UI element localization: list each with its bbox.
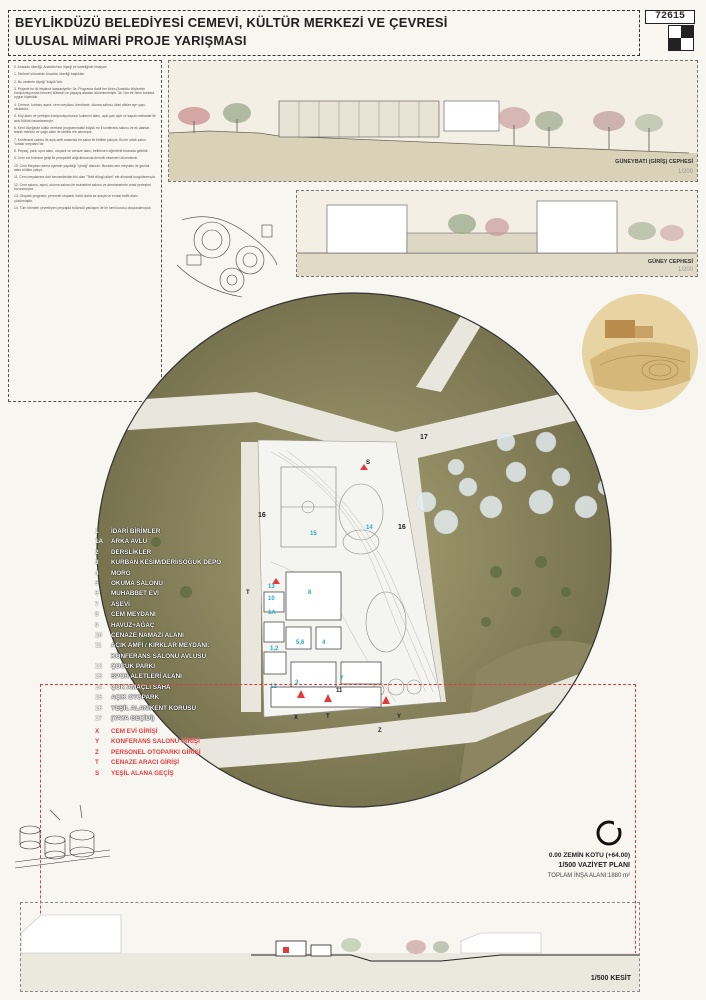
legend-item: 10 CENAZE NAMAZI ALANI	[95, 631, 184, 639]
zone-label-1a: 1A	[268, 610, 276, 616]
zone-label-13: 13	[268, 584, 275, 590]
plan-info	[520, 852, 630, 879]
legend-item: 12 ÇOCUK PARKI	[95, 663, 155, 671]
southwest-elevation-scale: 1/200	[677, 169, 693, 175]
note: 1. Tarihsel sürecinde Anadolu ökerliği başlıkları	[14, 72, 85, 77]
title-block	[8, 10, 640, 56]
zone-label-15: 15	[310, 531, 317, 537]
quadrant-logo	[668, 25, 694, 51]
note: 4. Cemevi, kurban, aşevi, cem meydanı, dershane, okuma salonu, idari ofisler ayrı yapı-okullardır.	[14, 102, 146, 112]
south-elevation-drawing	[297, 191, 697, 276]
entrance-item: Z PERSONEL OTOPARKI GİRİŞİ	[95, 748, 201, 756]
zone-label-3: 3	[295, 680, 299, 686]
axonometric-sketch	[10, 790, 115, 880]
note: 2. Bu nedenle ölçeği "küçük"dür.	[14, 79, 63, 84]
legend-item: 4 MORG	[95, 569, 131, 577]
zone-label-10: 10	[268, 596, 275, 602]
map-label-16-right: 16	[398, 524, 406, 531]
zone-label-14: 14	[366, 525, 373, 531]
map-marker-x: X	[294, 715, 299, 721]
entrance-item: S YEŞİL ALANA GEÇİŞ	[95, 769, 174, 777]
note: 11. Cem meydanına dair kavramlardan biri olan "Tekil döngü alanı" ele alınarak kurgulanmıştır.	[14, 175, 156, 180]
note: 9. Cem evi birimine girişi ile perspektif doğrultusunda derinlik eksenleri düzenlendi.	[14, 156, 138, 161]
map-label-16-left: 16	[258, 512, 266, 519]
note: 6. Kent ölçeğinde kültür merkezi programındaki büyük m² li konferans salonu ve ek alanlar, teknik merkez ve çağrı alanı ile birlikte ele alınmıştır.	[14, 125, 150, 135]
legend-item: 2 DERSLİKLER	[95, 548, 152, 556]
legend-item: 8 CEM MEYDANI	[95, 611, 156, 619]
legend-item: 3 KURBAN KESİM/DERİ/SOĞUK DEPO	[95, 559, 222, 567]
note: 12. Cem salonu, aşevi, okuma salonu ile muhabbet salonu ve dershanelerle ortak yerleşimi korunmuştur.	[14, 182, 151, 191]
zone-label-7: 7	[340, 676, 344, 682]
map-marker-s: S	[366, 460, 371, 466]
plan-area: TOPLAM İNŞA ALANI:1880 m²	[547, 873, 630, 879]
south-elevation-scale: 1/200	[677, 267, 693, 273]
note: 7. Konferans salonu ile açık amfi arasında bir salon ile birlikte çalışılır. Bu bir ortak salon "kırklar meydanı"dır.	[14, 137, 146, 146]
section-scale: 1/500	[590, 975, 609, 982]
map-marker-z: Z	[378, 728, 382, 734]
section-label: KESİT	[610, 975, 631, 982]
legend-item: 7 AŞEVİ	[95, 600, 130, 608]
entrance-item: T CENAZE ARACI GİRİŞİ	[95, 759, 179, 767]
legend-item: 17 (YAYA GEÇİDİ)	[95, 715, 155, 723]
section-panel	[20, 902, 640, 992]
legend-item: 11 AÇIK AMFİ / KIRKLAR MEYDANI:	[95, 642, 210, 650]
zone-label-8: 8	[308, 590, 312, 596]
concept-sketch	[172, 205, 284, 305]
legend-item: 13 SPOR ALETLERİ ALANI	[95, 673, 182, 681]
south-elevation-label: GÜNEY CEPHESİ	[647, 259, 693, 265]
map-marker-t2: T	[326, 714, 330, 720]
title-line-1: BEYLİKDÜZÜ BELEDİYESİ CEMEVİ, KÜLTÜR MERKEZİ VE ÇEVRESİ	[15, 15, 448, 30]
plan-scale: 1/500 VAZİYET PLANI	[558, 862, 630, 869]
southwest-elevation-label: GÜNEYBATI (GİRİŞ) CEPHESİ	[615, 159, 693, 165]
note: 13. Otopark programı; personel otoparkı harici daha az araçla ve emsal trafik alanı çözülmüştür.	[14, 194, 138, 203]
legend-item: 1A ARKA AVLU	[95, 538, 148, 546]
zone-label-1-2b: 12	[270, 684, 277, 690]
legend-item: 15 AÇIK OTOPARK	[95, 694, 160, 702]
legend-item: 9 HAVUZ+AĞAÇ	[95, 621, 155, 629]
note: 14. Tüm birimleri çevreleyen peyzajda bütüncül yaklaşım ile bir kent korusu oluşturulmuştur.	[14, 205, 152, 210]
plan-level: 0.00 ZEMİN KOTU (+64.00)	[548, 852, 630, 859]
entry-code: 72615	[645, 10, 695, 24]
map-label-17: 17	[420, 434, 428, 441]
title-line-2: ULUSAL MİMARİ PROJE YARIŞMASI	[15, 33, 247, 48]
north-symbol-icon	[594, 818, 624, 848]
legend-item: KONFERANS SALONU AVLUSU	[111, 652, 207, 660]
note: 3. Projede bu iki irtşalına hassasiyetle; 3a. Programa dahil her birim (Anadolu köylerinin kompozisyonuna benzer) kütlesel ve yaşayış alanları düzenlenmiştir. 3b. Her bir birim bunlara uygun ölçeklidir.	[14, 86, 155, 100]
zone-label-5-6: 5,6	[296, 640, 305, 646]
legend-item: 1 İDARİ BİRİMLER	[95, 528, 161, 535]
entrance-item: X CEM EVİ GİRİŞİ	[95, 728, 158, 735]
zone-label-4: 4	[322, 640, 326, 646]
legend-item: 16 YEŞİL ALAN/KENT KORUSU	[95, 704, 197, 712]
entrance-item: Y KONFERANS SALONU GİRİŞİ	[95, 738, 200, 746]
legend-item: 14 ÇOK AMAÇLI SAHA	[95, 683, 171, 691]
section-drawing	[21, 903, 640, 992]
zone-label-11: 11	[336, 688, 343, 694]
zone-label-1-2: 1,2	[270, 646, 279, 652]
entrance-legend	[95, 728, 235, 780]
note: 5. Köy alanı ve yerleşim kompozisyonunun kullanım alanı, açık-yarı açık ve kapalı mekanlar ile avlu bütünü tasarlanmıştır.	[14, 114, 156, 123]
southwest-elevation	[168, 60, 698, 182]
map-marker-t: T	[246, 590, 250, 596]
note: 10. Cem Meydanı sema ayininin yapıldığı "çerağ" alanıdır. Burada cem meydanı ile gezinti alanı birlikte çalışır.	[14, 163, 150, 173]
legend-item: 5 OKUMA SALONU	[95, 579, 163, 587]
section-caption	[591, 975, 631, 982]
map-marker-y: Y	[397, 714, 402, 720]
note: 0. Anadolu ökerliği, Anadolu'nun ölçeği ve sadeliğinin hissiyatı	[14, 65, 107, 69]
note: 8. Peyzaj, park, spor alanı, otopark ve cenaze alanı, belirlenen eğimlerle birarada getirildi.	[14, 149, 149, 154]
legend-item: 6 MUHABBET EVİ	[95, 590, 159, 598]
south-elevation	[296, 190, 698, 277]
